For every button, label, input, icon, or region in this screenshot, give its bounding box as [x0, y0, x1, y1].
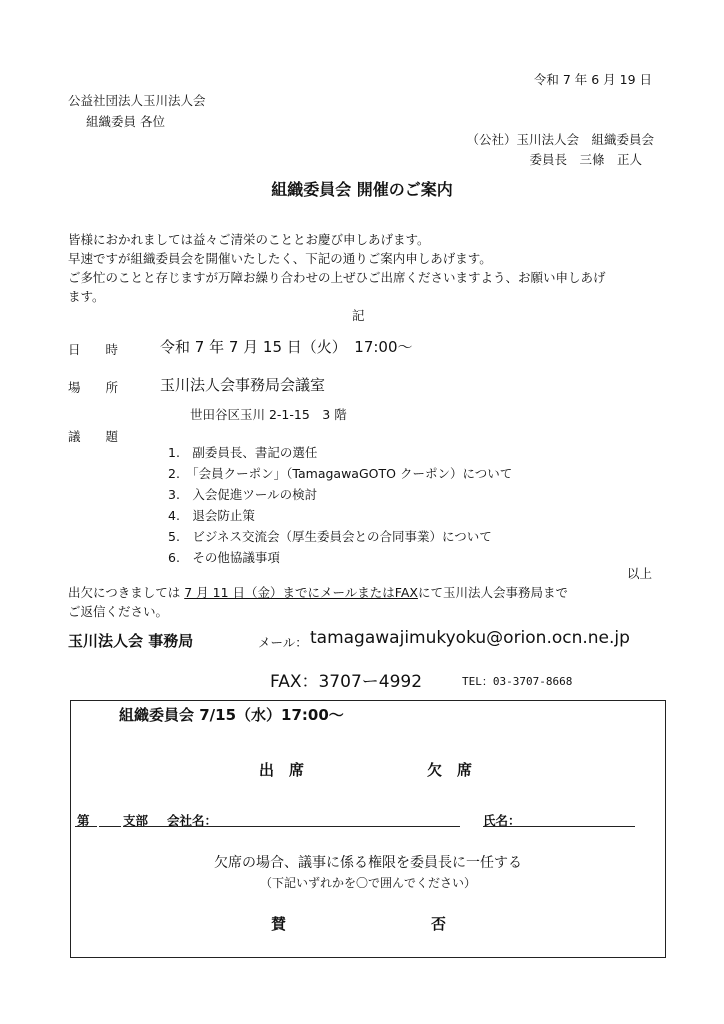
date: 令和 7 年 6 月 19 日: [533, 72, 652, 87]
body-line-4: ます。: [68, 289, 105, 304]
company-name-field[interactable]: [123, 826, 460, 827]
agenda-item: 5. ビジネス交流会（厚生委員会との合同事業）について: [168, 529, 492, 544]
place-value: 玉川法人会事務局会議室: [160, 376, 326, 394]
approve-option[interactable]: 賛: [271, 915, 287, 933]
agenda-label: 議 題: [68, 429, 119, 444]
attend-option[interactable]: 出 席: [259, 761, 305, 779]
email-label: メール：: [258, 635, 308, 650]
reply-line-2: ご返信ください。: [68, 604, 169, 619]
company-label: 会社名：: [167, 813, 218, 828]
disapprove-option[interactable]: 否: [431, 915, 447, 933]
page-title: 組織委員会 開催のご案内: [271, 180, 453, 199]
agenda-item: 2. 「会員クーポン」（TamagawaGOTO クーポン）について: [168, 466, 513, 481]
proxy-text: 欠席の場合、議事に係る権限を委員長に一任する: [214, 855, 522, 871]
datetime-value: 令和 7 年 7 月 15 日（火） 17:00〜: [160, 338, 413, 356]
absent-option[interactable]: 欠 席: [427, 761, 473, 779]
place-address: 世田谷区玉川 2-1-15 3 階: [190, 407, 347, 422]
body-line-2: 早速ですが組織委員会を開催いたしたく、下記の通りご案内申しあげます。: [68, 251, 492, 266]
dai-underline: [75, 826, 97, 827]
dai-label: 第: [77, 813, 90, 828]
reply-suffix: にて玉川法人会事務局まで: [417, 585, 568, 600]
agenda-item: 1. 副委員長、書記の選任: [168, 445, 318, 460]
recipient-org: 公益社団法人玉川法人会: [68, 93, 206, 108]
member-name-field[interactable]: [483, 826, 635, 827]
fax-number: FAX：3707ー4992: [270, 672, 423, 692]
reply-line-1: [68, 583, 568, 601]
tel-number: TEL：03-3707-8668: [462, 675, 573, 688]
recipient-members: 組織委員 各位: [86, 114, 165, 129]
ki-heading: 記: [352, 308, 365, 323]
email-link[interactable]: tamagawajimukyoku@orion.ocn.ne.jp: [310, 628, 630, 648]
sender-org: （公社）玉川法人会 組織委員会: [466, 132, 654, 147]
reply-prefix: 出欠につきましては: [68, 585, 181, 600]
reply-form: [70, 700, 666, 958]
end-mark: 以上: [626, 566, 652, 581]
reply-deadline: 7 月 11 日（金）までにメールまたはFAX: [184, 585, 418, 600]
body-line-3: ご多忙のことと存じますが万障お繰り合わせの上ぜひご出席くださいますよう、お願い申しあげ: [68, 270, 606, 285]
branch-number-field[interactable]: [99, 826, 121, 827]
branch-label: 支部: [123, 813, 149, 828]
agenda-item: 3. 入会促進ツールの検討: [168, 487, 318, 502]
place-label: 場 所: [68, 380, 119, 395]
office-name: 玉川法人会 事務局: [68, 632, 194, 650]
form-title: 組織委員会 7/15（水）17:00〜: [119, 706, 344, 724]
agenda-item: 4. 退会防止策: [168, 508, 255, 523]
datetime-label: 日 時: [68, 342, 119, 357]
body-line-1: 皆様におかれましては益々ご清栄のこととお慶び申しあげます。: [68, 232, 430, 247]
sender-name: 委員長 三條 正人: [529, 152, 642, 167]
name-label: 氏名：: [483, 813, 521, 828]
proxy-note: （下記いずれかを〇で囲んでください）: [259, 876, 476, 890]
agenda-item: 6. その他協議事項: [168, 550, 280, 565]
